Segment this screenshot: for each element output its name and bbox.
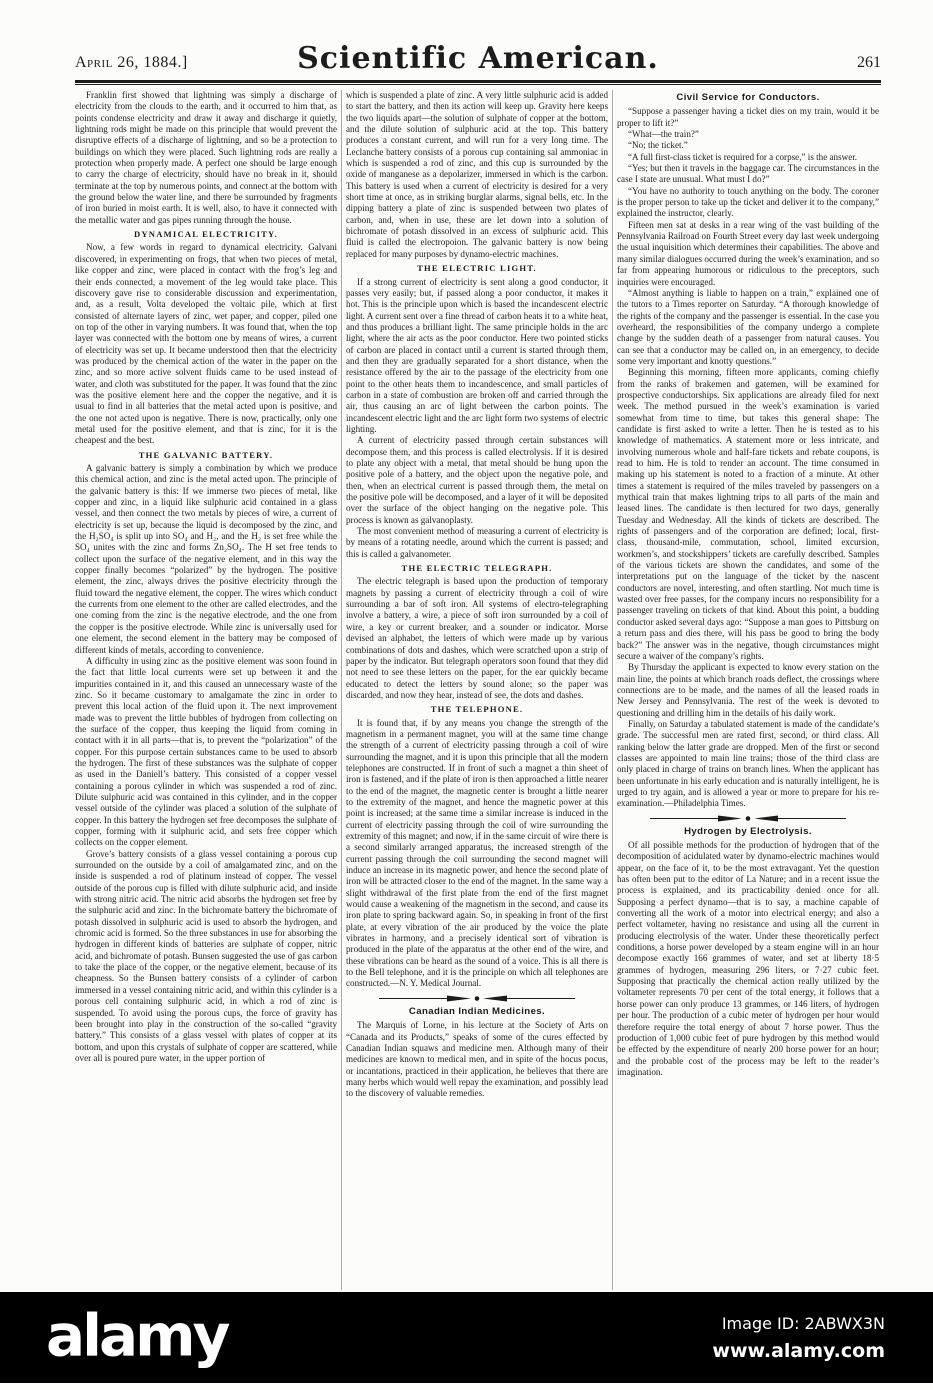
- watermark-footer: [0, 1292, 933, 1383]
- divider-ornament: [346, 994, 608, 1003]
- article-paragraph: Beginning this morning, fifteen more applicants, coming chiefly from the ranks of brakemen and gatemen, will be examined for prospective conductorships. Six applications are already filed for next week. The method pursued in the week’s examination is varied somewhat from time to time, but takes this general shape: The candidate is first asked to write a letter. Then he is tested as to his knowledge of mathematics. A statement more or less intricate, and involving numerous whole and half-fare tickets and rebate coupons, is read to him. He is told to render an account. The time consumed in making up his statement is noted to a fraction of a minute. At other times a statement is required of the miles traveled by passengers on a mythical train that makes lightning trips to all parts of the main and leased lines. The candidate is then lectured for two days, generally Tuesday and Wednesday. All the kinds of tickets are described. The rights of passengers and of the corporation are defined; local, first-class, thousand-mile, commutation, school, limited excursion, workmen’s, and stockshippers’ tickets are carefully described. Samples of the various tickets are shown the candidates, and some of the interpretations put on the language of the ticket by the nascent conductors are novel, interesting, and often startling. Not much time is wasted over free passes, for the company incurs no responsibility for a passenger traveling on tickets of that kind. About this point, a budding conductor asked several days ago: “Suppose a man goes to Pittsburg on a return pass and dies there, will his pass be good to bring the body back?” The answer was in the negative, though circumstances might secure a waiver of the company’s rights.: [617, 367, 879, 661]
- article-paragraph: “A full first-class ticket is required for a corpse,” is the answer.: [628, 151, 858, 162]
- article-title: Civil Service for Conductors.: [676, 92, 820, 103]
- footer-info: [712, 1314, 885, 1362]
- article-paragraph: which is suspended a plate of zinc. A very little sulphuric acid is added to start the battery, and then its action will keep up. Gravity here keeps the two liquids apart—the solution of sulphate of copper at the bottom, and the dilute solution of sulphuric acid at the top. This battery produces a constant current, and will run for a very long time. The Leclanche battery consists of a porous cup containing sal ammoniac in which is suspended a rod of zinc, and this cup is surrounded by the oxide of manganese as a depolarizer, immersed in which is the carbon. This battery is used when a current of electricity is desired for a very short time at once, as in striking burglar alarms, signal bells, etc. In the dipping battery a plate of zinc is suspended between two plates of carbon, and, when in use, these are let down into a solution of bichromate of potash dissolved in an excess of sulphuric acid. This fluid is called the electropoion. The galvanic battery is now being replaced for many purposes by dynamo-electric machines.: [346, 90, 608, 259]
- article-paragraph: A galvanic battery is simply a combination by which we produce this chemical action, and zinc is the metal acted upon. The principle of the galvanic battery is this: If we immerse two pieces of metal, like copper and zinc, in a liquid like sulphuric acid contained in a glass vessel, and then connect the two metals by pieces of wire, a current of electricity is set up, because the liquid is decomposed by the zinc, and the H₂SO₄ is split up into SO₄ and H₂, and the H₂ is set free while the SO₄ unites with the zinc and forms Zn₂SO₄. The H set free tends to collect upon the surface of the negative element, and in this way the copper finally becomes “polarized” by the hydrogen. The positive element, the zinc, always drives the positive electricity through the fluid toward the negative element, the copper. The wires which conduct the currents from one element to the other are called electrodes, and the one coming from the zinc is the negative electrode, and the one from the copper is the positive electrode. While zinc is universally used for one element, the second element in the battery may be composed of different kinds of metals, according to convenience.: [75, 463, 337, 655]
- header-rule: [75, 80, 881, 85]
- section-heading: THE TELEPHONE.: [430, 704, 524, 715]
- issue-date: April 26, 1884.]: [75, 54, 188, 71]
- page-number: 261: [857, 54, 881, 71]
- article-paragraph: Finally, on Saturday a tabulated statement is made of the candidate’s grade. The successful men are rated first, second, or third class. All ranking below the latter grade are dropped. Men of the first or second classes are appointed to main line trains; those of the third class are only placed in charge of trains on branch lines. When the applicant has been unfortunate in his early education and is naturally intelligent, he is urged to try again, and is allowed a year or more to prepare for his re-examination.—Philadelphia Times.: [617, 718, 879, 809]
- article-title: Canadian Indian Medicines.: [408, 1005, 546, 1017]
- ornament-glyph: [648, 814, 848, 823]
- article-paragraph: A difficulty in using zinc as the positive element was soon found in the fact that little local currents were set up between it and the impurities contained in it, and this caused an unnecessary waste of the zinc. So it became customary to amalgamate the zinc in order to prevent this local action of the fluid upon it. The next improvement made was to prevent the little bubbles of hydrogen from collecting on the surface of the copper, thus keeping the liquid from coming in contact with it in all parts—that is, to prevent the “polarization” of the copper. For this purpose certain substances came to be used to absorb the hydrogen. The first of these substances was the sulphate of copper as used in the Daniell’s battery. This consisted of a copper vessel containing a porous cylinder in which was suspended a rod of zinc. Dilute sulphuric acid was contained in this cylinder, and in the copper vessel outside of the cylinder was placed a solution of the sulphate of copper. In this battery the hydrogen set free decomposes the sulphate of copper, forming with it sulphuric acid, and sets free copper which collects on the copper element.: [75, 655, 337, 848]
- article-paragraph: If a strong current of electricity is sent along a good conductor, it passes very easily; but, if passed along a poor conductor, it makes it hot. This is the principle upon which is based the incandescent electric light. A current sent over a fine thread of carbon heats it to a white heat, and thus produces a brilliant light. The same principle holds in the arc light, where the air acts as the poor conductor. Here two pointed sticks of carbon are placed in contact until a current is started through them, and then they are gradually separated for a short distance, when the resistance offered by the air to the passage of the electricity from one point to the other heats them to incandescence, and small particles of carbon in a state of combustion are broken off and carried through the air, thus causing an arc of light between the carbon points. The incandescent electric light and the arc light form two systems of electric lighting.: [346, 276, 608, 434]
- divider-ornament: [617, 814, 879, 823]
- section-heading: THE ELECTRIC TELEGRAPH.: [401, 563, 553, 574]
- article-paragraph: “Almost anything is liable to happen on a train,” explained one of the tutors to a Times reporter on Saturday. “A thorough knowledge of the rights of the company and the passenger is essential. In the case you overheard, the responsibilities of the company undergo a complete change by the sudden death of a passenger from natural causes. You can see that a conductor may be called on, in an emergency, to decide some very important and knotty questions.”: [617, 287, 879, 366]
- column-1: [75, 90, 337, 1290]
- section-heading: DYNAMICAL ELECTRICITY.: [133, 229, 279, 240]
- article-paragraph: “No; the ticket.”: [628, 140, 688, 151]
- article-paragraph: “Yes; but then it travels in the baggage car. The circumstances in the case I state are unusual. What must I do?”: [617, 163, 879, 185]
- section-heading: THE ELECTRIC LIGHT.: [417, 263, 537, 274]
- column-2: [341, 90, 608, 1290]
- article-paragraph: It is found that, if by any means you change the strength of the magnetism in a permanent magnet, you will at the same time change the strength of a current of electricity passing through a coil of wire surrounding the magnet, and it is upon this principle that all the modern telephones are constructed. If in front of such a magnet a thin sheet of iron is fastened, and if the plate of iron is then approached a little nearer to the end of the magnet, the magnetic center is brought a little nearer to the extremity of the magnet, and hence the magnetic power at this point is increased; at the same time a similar increase is induced in the current of electricity passing through the coil of wire surrounding the extremity of this magnet; and now, if in the same circuit of wire there is a second similarly arranged apparatus, the increased strength of the current passing through the coil surrounding the second magnet will induce an increase in its magnetic power, and hence the second plate of iron will be attracted closer to the end of the magnet. In the same way a slight withdrawal of the first plate from the end of the first magnet would cause a weakening of the magnetism in the second, and cause its iron plate to spring backward again. So, in speaking in front of the first plate, at every vibration of the air produced by the voice the plate vibrates in harmony, and a precisely identical sort of vibration is produced in the plate of the apparatus at the other end of the wire, and these vibrations can be heard as the sound of a voice. This is all there is to the Bell telephone, and it is the principle on which all telephones are constructed.—N. Y. Medical Journal.: [346, 717, 608, 989]
- article-paragraph: Grove’s battery consists of a glass vessel containing a porous cup surrounded on the outside by a coil of amalgamated zinc, and on the inside is suspended a rod of platinum instead of copper. The vessel outside of the porous cup is filled with dilute sulphuric acid, and inside with strong nitric acid. The nitric acid absorbs the hydrogen set free by the sulphuric acid and zinc. In the bichromate battery the bichromate of potash dissolved in sulphuric acid is used to absorb the hydrogen, and chromic acid is formed. So the three substances in use for absorbing the hydrogen in different kinds of batteries are sulphate of copper, nitric acid, and bichromate of potash. Bunsen suggested the use of gas carbon to take the place of the copper, or the negative element, because of its cheapness. So the Bunsen battery consists of a cylinder of carbon immersed in a vessel containing nitric acid, and within this cylinder is a porous cell containing sulphuric acid, in which a rod of zinc is suspended. To avoid using the porous cups, the force of gravity has been brought into play in the construction of the so-called “gravity battery.” This consists of a glass vessel with plates of copper at its bottom, and upon this crystals of sulphate of copper are scattered, while over all is poured pure water, in the upper portion of: [75, 848, 337, 1063]
- article-paragraph: The Marquis of Lorne, in his lecture at the Society of Arts on “Canada and its Products,” speaks of some of the cures effected by Canadian Indian squaws and medicine men. Although many of their medicines are known to medical men, and in spite of the hocus pocus, or incantations, practiced in their application, he believes that there are many herbs which would well repay the examination, and possibly lead to the discovery of valuable remedies.: [346, 1020, 608, 1099]
- article-paragraph: Now, a few words in regard to dynamical electricity. Galvani discovered, in experimenting on frogs, that when two pieces of metal, like copper and zinc, were placed in contact with the frog’s leg and their ends connected, a movement of the leg would take place. This discovery gave rise to considerable discussion and experimentation, and, as a result, Volta developed the voltaic pile, which at first consisted of alternate layers of zinc, wet paper, and copper, piled one on top of the other in varying numbers. It was found that, when the top layer was connected with the bottom one by means of wires, a current of electricity was set up. It became understood then that the electricity was produced by the chemical action of the water in the paper on the zinc, and so more active solvent fluids came to be used instead of water, and cloth was substituted for the paper. It was found that the zinc was the positive element here and the copper the negative, and it is usual to find in all batteries that the metal acted upon is positive, and the one not acted upon is negative. There is now, practically, only one metal used for the positive element, and that is zinc, for it is the cheapest and the best.: [75, 242, 337, 446]
- article-paragraph: “Suppose a passenger having a ticket dies on my train, would it be proper to lift it?”: [617, 106, 879, 128]
- article-paragraph: A current of electricity passed through certain substances will decompose them, and this process is called electrolysis. If it is desired to plate any object with a metal, that metal should be hung upon the positive pole of a battery, and the object upon the negative pole, and then, when an electrical current is passed through them, the metal on the positive pole will be decomposed, and a layer of it will be deposited over the surface of the object hanging on the negative pole. This process is known as galvanoplasty.: [346, 435, 608, 525]
- article-paragraph: Fifteen men sat at desks in a rear wing of the vast building of the Pennsylvania Railroad on Fourth Street every day last week undergoing the usual inquisition which determines their capabilities. The above and many similar dialogues occurred during the week’s examination, and so far from appearing humorous or ridiculous to the preceptors, such inquiries were encouraged.: [617, 219, 879, 287]
- masthead: Scientific American.: [297, 41, 659, 76]
- ornament-glyph: [377, 994, 577, 1003]
- article-paragraph: The most convenient method of measuring a current of electricity is by means of a rotating needle, around which the current is passed; and this is called a galvanometer.: [346, 526, 608, 559]
- article-paragraph: “You have no authority to touch anything on the body. The coroner is the proper person to take up the ticket and deliver it to the company,” explained the instructor, clearly.: [617, 185, 879, 219]
- article-paragraph: Franklin first showed that lightning was simply a discharge of electricity from the clouds to the earth, and it occurred to him that, as points condense electricity and draw it away and discharge it quietly, lightning rods might be made on this principle that would prevent the disruptive effects of a discharge of lightning, and so be a protection to buildings on which they were placed. Such lightning rods are really a protection when properly made. A perfect one should be large enough to carry the charge of electricity, should have no break in it, should terminate at the top by numerous points, and connect at the bottom with the ground below the water line, and there be surrounded by fragments of iron buried in moist earth. It is well, also, to have it connected with the metallic water and gas pipes running through the house.: [75, 90, 337, 225]
- alamy-url: www.alamy.com: [712, 1339, 885, 1362]
- article-paragraph: The electric telegraph is based upon the production of temporary magnets by passing a current of electricity through a coil of wire surrounding a bar of soft iron. All systems of electro-telegraphing involve a battery, a wire, a piece of soft iron surrounded by a coil of wire, a key or current breaker, and a sounder or indicator. Morse devised an alphabet, the letters of which were made up by various combinations of dots and dashes, which were scratched upon a strip of paper by the indicator. But telegraph operators soon found that they did not need to see these letters on the paper, for the ear quickly became educated to detect the letters by sound alone; so the paper was discarded, and now they hear, instead of see, the dots and dashes.: [346, 576, 608, 700]
- image-id-label: Image ID: 2ABWX3N: [721, 1313, 885, 1333]
- article-paragraph: “What—the train?”: [628, 129, 699, 140]
- column-3: [612, 90, 879, 1290]
- alamy-logo: alamy: [46, 1300, 228, 1369]
- article-columns: [75, 90, 881, 1290]
- article-paragraph: By Thursday the applicant is expected to know every station on the main line, the points at which branch roads deflect, the crossings where connections are to be made, and the names of all the leased roads in New Jersey and Pennsylvania. The rest of the week is devoted to questioning and drilling him in the details of his daily work.: [617, 662, 879, 718]
- section-heading: THE GALVANIC BATTERY.: [138, 449, 274, 460]
- article-title: Hydrogen by Electrolysis.: [684, 825, 812, 837]
- article-paragraph: Of all possible methods for the production of hydrogen that of the decomposition of acidulated water by dynamo-electric machines would appear, on the face of it, to be the most extravagant. Yet the question has often been put to the editor of La Nature; and in a recent issue the process is explained, and its practicability denied once for all. Supposing a perfect dynamo—that is to say, a machine capable of converting all the work of a motor into electrical energy; and also a perfect voltameter, having no resistance and using all the current in producing electrolysis of the water. Under these theoretically perfect conditions, a horse power developed by a steam engine will in an hour decompose exactly 166 grammes of water, and set at liberty 18·5 grammes of hydrogen, measuring 296 liters, or 7·27 cubic feet. Supposing that practically the chemical action really utilized by the voltameter represents 70 per cent of the total energy, it follows that a horse power can only produce 13 grammes, or 146 liters, of hydrogen per hour. The production of a cubic meter of hydrogen per hour would therefore require the total energy of about 7 horse power. Thus the production of 1,000 cubic feet of pure hydrogen by this method would be effected by the expenditure of nearly 200 horse power for an hour; and the probable cost of the process may be left to the reader’s imagination.: [617, 840, 879, 1077]
- page-header: [75, 30, 881, 76]
